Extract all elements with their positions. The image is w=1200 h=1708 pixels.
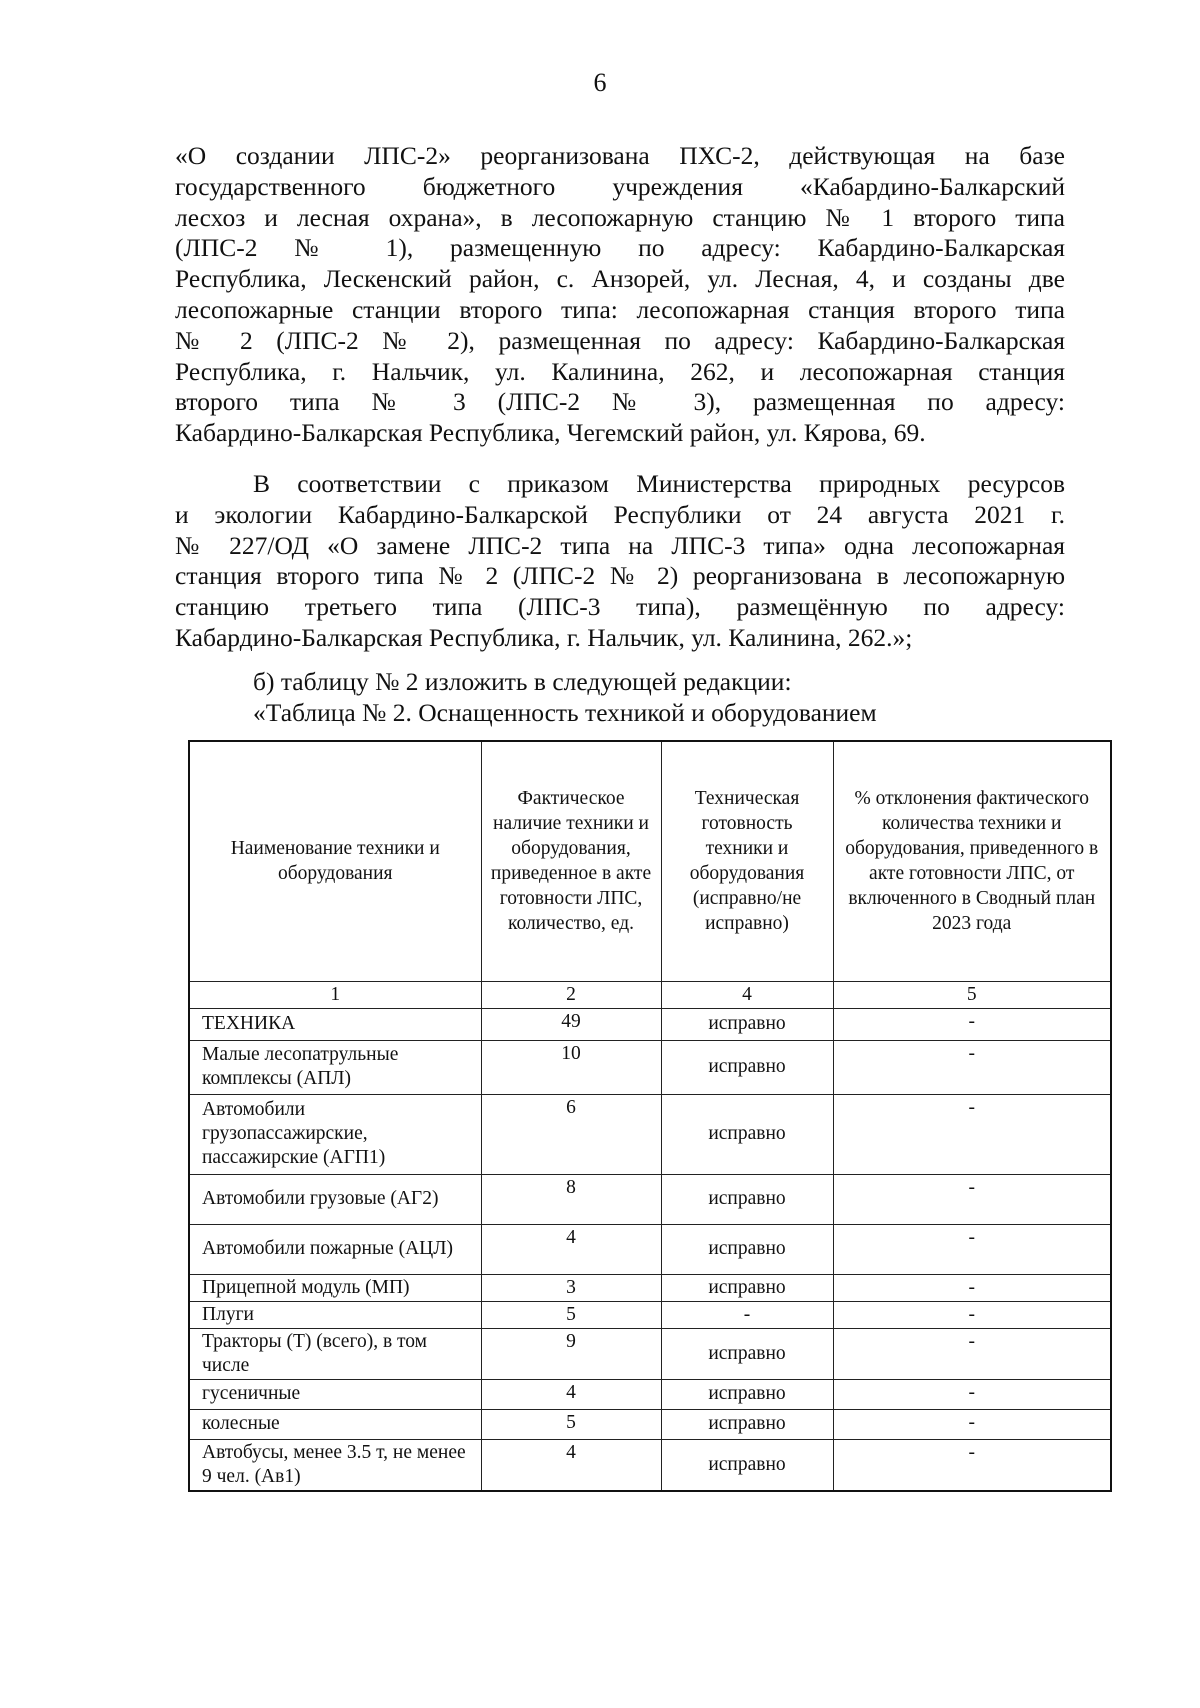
row-name: колесные bbox=[189, 1409, 481, 1439]
column-number: 4 bbox=[661, 981, 833, 1008]
text-line: и экологии Кабардино-Балкарской Республики от 24 августа 2021 г. bbox=[175, 499, 1065, 529]
row-name: Автобусы, менее 3.5 т, не менее 9 чел. (Ав1) bbox=[189, 1439, 481, 1491]
row-status: - bbox=[661, 1301, 833, 1328]
row-status: исправно bbox=[661, 1274, 833, 1301]
row-quantity: 3 bbox=[481, 1274, 661, 1301]
row-quantity: 6 bbox=[481, 1094, 661, 1174]
header-readiness: Техническая готовность техники и оборудования (исправно/не исправно) bbox=[661, 741, 833, 981]
text-line: (ЛПС-2 № 1), размещенную по адресу: Кабардино-Балкарская bbox=[175, 233, 1065, 263]
row-quantity: 49 bbox=[481, 1008, 661, 1040]
row-deviation: - bbox=[833, 1040, 1111, 1094]
equipment-table bbox=[188, 740, 1112, 1492]
column-number-row bbox=[189, 981, 1111, 1008]
column-number: 2 bbox=[481, 981, 661, 1008]
row-deviation: - bbox=[833, 1328, 1111, 1379]
row-deviation: - bbox=[833, 1008, 1111, 1040]
row-name: Тракторы (Т) (всего), в том числе bbox=[189, 1328, 481, 1379]
text-line: государственного бюджетного учреждения «Кабардино-Балкарский bbox=[175, 171, 1065, 201]
header-name: Наименование техники и оборудования bbox=[189, 741, 481, 981]
text-line: станцию третьего типа (ЛПС-3 типа), размещённую по адресу: bbox=[175, 592, 1065, 622]
row-deviation: - bbox=[833, 1224, 1111, 1274]
row-status: исправно bbox=[661, 1094, 833, 1174]
row-deviation: - bbox=[833, 1094, 1111, 1174]
row-quantity: 8 bbox=[481, 1174, 661, 1224]
table-row bbox=[189, 1409, 1111, 1439]
table-row bbox=[189, 1174, 1111, 1224]
row-name: Автомобили пожарные (АЦЛ) bbox=[189, 1224, 481, 1274]
paragraph-text bbox=[175, 141, 1065, 449]
row-name: гусеничные bbox=[189, 1379, 481, 1409]
row-status: исправно bbox=[661, 1328, 833, 1379]
row-deviation: - bbox=[833, 1379, 1111, 1409]
table-body bbox=[189, 1008, 1111, 1491]
row-status: исправно bbox=[661, 1040, 833, 1094]
row-name: Плуги bbox=[189, 1301, 481, 1328]
row-quantity: 4 bbox=[481, 1439, 661, 1491]
row-name: Автомобили грузопассажирские, пассажирские (АГП1) bbox=[189, 1094, 481, 1174]
header-quantity: Фактическое наличие техники и оборудования, приведенное в акте готовности ЛПС, количество, ед. bbox=[481, 741, 661, 981]
paragraph-text bbox=[175, 469, 1065, 654]
table-row bbox=[189, 1094, 1111, 1174]
row-deviation: - bbox=[833, 1439, 1111, 1491]
header-deviation: % отклонения фактического количества техники и оборудования, приведенного в акте готовности ЛПС, от включенного в Сводный план 2023 года bbox=[833, 741, 1111, 981]
table-row bbox=[189, 1301, 1111, 1328]
row-deviation: - bbox=[833, 1301, 1111, 1328]
text-line: Кабардино-Балкарская Республика, Чегемский район, ул. Кярова, 69. bbox=[175, 418, 926, 448]
row-quantity: 4 bbox=[481, 1224, 661, 1274]
table-row bbox=[189, 1008, 1111, 1040]
paragraph-order bbox=[175, 469, 1065, 654]
row-status: исправно bbox=[661, 1174, 833, 1224]
table-row bbox=[189, 1439, 1111, 1491]
row-quantity: 4 bbox=[481, 1379, 661, 1409]
row-name: Автомобили грузовые (АГ2) bbox=[189, 1174, 481, 1224]
row-status: исправно bbox=[661, 1409, 833, 1439]
row-deviation: - bbox=[833, 1174, 1111, 1224]
row-name: ТЕХНИКА bbox=[189, 1008, 481, 1040]
row-status: исправно bbox=[661, 1224, 833, 1274]
paragraph-reorganization bbox=[175, 141, 1065, 449]
column-number: 1 bbox=[189, 981, 481, 1008]
row-quantity: 5 bbox=[481, 1409, 661, 1439]
row-name: Прицепной модуль (МП) bbox=[189, 1274, 481, 1301]
row-status: исправно bbox=[661, 1439, 833, 1491]
text-line: Республика, г. Нальчик, ул. Калинина, 262, и лесопожарная станция bbox=[175, 356, 1065, 386]
equipment-table-wrapper bbox=[188, 740, 1110, 1492]
text-line: Республика, Лескенский район, с. Анзорей, ул. Лесная, 4, и созданы две bbox=[175, 264, 1065, 294]
table-row bbox=[189, 1379, 1111, 1409]
text-line: «О создании ЛПС-2» реорганизована ПХС-2, действующая на базе bbox=[175, 141, 1065, 170]
text-line: № 227/ОД «О замене ЛПС-2 типа на ЛПС-3 типа» одна лесопожарная bbox=[175, 530, 1065, 560]
text-line: второго типа № 3 (ЛПС-2 № 3), размещенная по адресу: bbox=[175, 387, 1065, 417]
text-line: станция второго типа № 2 (ЛПС-2 № 2) реорганизована в лесопожарную bbox=[175, 561, 1065, 591]
text-line: лесопожарные станции второго типа: лесопожарная станция второго типа bbox=[175, 294, 1065, 324]
text-line: В соответствии с приказом Министерства природных ресурсов bbox=[253, 469, 1065, 498]
page-number: 6 bbox=[593, 68, 607, 97]
table-row bbox=[189, 1274, 1111, 1301]
text-line: № 2 (ЛПС-2 № 2), размещенная по адресу: Кабардино-Балкарская bbox=[175, 325, 1065, 355]
row-status: исправно bbox=[661, 1379, 833, 1409]
row-deviation: - bbox=[833, 1409, 1111, 1439]
table-row bbox=[189, 1040, 1111, 1094]
row-deviation: - bbox=[833, 1274, 1111, 1301]
table-caption: «Таблица № 2. Оснащенность техникой и оборудованием bbox=[253, 698, 877, 727]
row-quantity: 10 bbox=[481, 1040, 661, 1094]
paragraph-table-instruction: б) таблицу № 2 изложить в следующей редакции: bbox=[253, 667, 792, 696]
table-row bbox=[189, 1328, 1111, 1379]
row-quantity: 5 bbox=[481, 1301, 661, 1328]
text-line: лесхоз и лесная охрана», в лесопожарную станцию № 1 второго типа bbox=[175, 202, 1065, 232]
row-name: Малые лесопатрульные комплексы (АПЛ) bbox=[189, 1040, 481, 1094]
row-status: исправно bbox=[661, 1008, 833, 1040]
row-quantity: 9 bbox=[481, 1328, 661, 1379]
table-row bbox=[189, 1224, 1111, 1274]
text-line: Кабардино-Балкарская Республика, г. Нальчик, ул. Калинина, 262.»; bbox=[175, 622, 913, 652]
column-number: 5 bbox=[833, 981, 1111, 1008]
